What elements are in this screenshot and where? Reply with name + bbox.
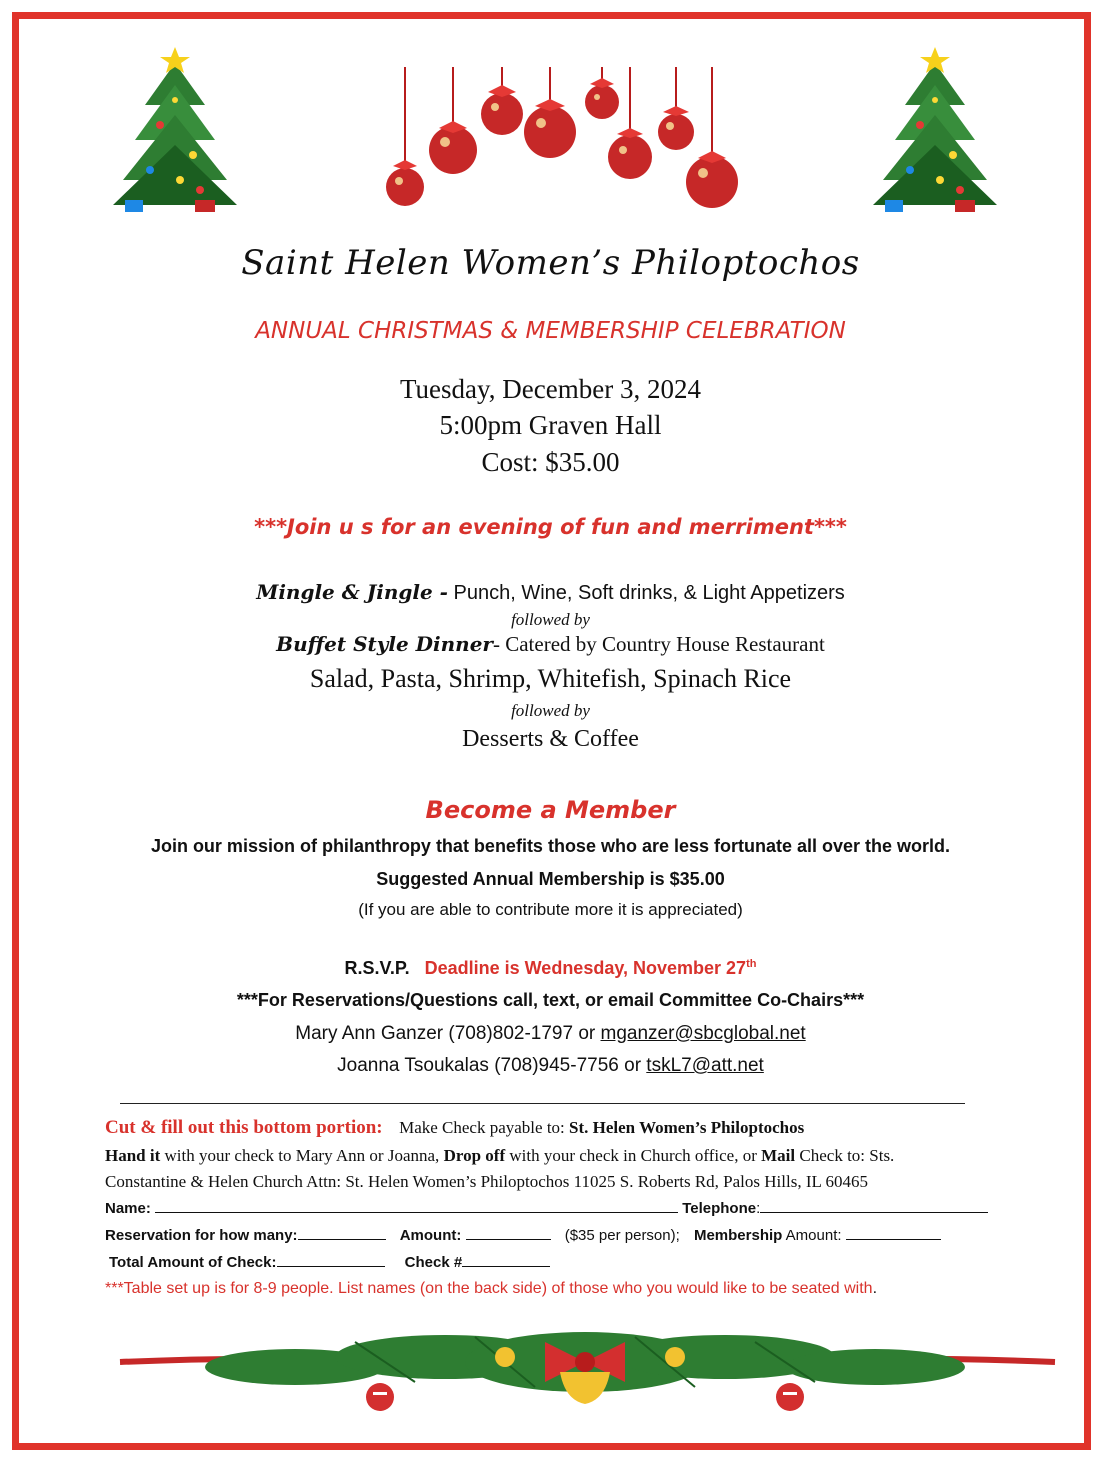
cut-label: Cut & fill out this bottom portion: [105,1117,383,1138]
delivery-instructions [105,1146,894,1166]
desserts-line: Desserts & Coffee [462,726,639,752]
event-time-place: 5:00pm Graven Hall [439,410,662,440]
membership-amount-field[interactable] [846,1226,941,1240]
amount-field[interactable] [466,1226,551,1240]
event-tagline: ***Join u s for an evening of fun and merriment*** [254,515,847,539]
event-date: Tuesday, December 3, 2024 [400,374,701,404]
mingle-title: Mingle & Jingle - [256,580,448,604]
dinner-dishes: Salad, Pasta, Shrimp, Whitefish, Spinach Rice [309,664,792,693]
drop-off-label: Drop off [443,1146,506,1165]
cut-instructions-line [105,1117,804,1139]
reservation-label: Reservation for how many: [105,1227,298,1244]
contact-mary-ann-text: Mary Ann Ganzer (708)802-1797 or [295,1023,601,1044]
name-field[interactable] [155,1199,678,1213]
check-number-label: Check # [404,1254,463,1271]
hand-it-label: Hand it [105,1146,161,1165]
total-label: Total Amount of Check: [109,1254,277,1271]
buffet-line [0,632,1101,657]
check-number-field[interactable] [462,1253,550,1267]
reservation-row [105,1226,941,1244]
buffet-description: - Catered by Country House Restaurant [492,632,825,656]
rsvp-deadline: Deadline is Wednesday, November 27 [424,958,747,978]
membership-amount-label: Amount: [782,1227,842,1244]
membership-label: Membership [693,1227,783,1244]
mailing-address: Constantine & Helen Church Attn: St. Helen Women’s Philoptochos 11025 S. Roberts Rd, Palos Hills, IL 60465 [105,1172,868,1191]
contribution-note: (If you are able to contribute more it is appreciated) [358,900,743,919]
hand-it-text: with your check to Mary Ann or Joanna, [160,1146,444,1165]
suggested-membership: Suggested Annual Membership is $35.00 [376,869,725,889]
mingle-description: Punch, Wine, Soft drinks, & Light Appetizers [447,582,845,604]
rsvp-label: R.S.V.P. [344,958,410,978]
mingle-line [0,580,1101,605]
rsvp-line [0,958,1101,979]
contact-joanna-text: Joanna Tsoukalas (708)945-7756 or [337,1055,647,1076]
drop-off-text: with your check in Church office, or [505,1146,762,1165]
rsvp-deadline-suffix: th [746,958,757,970]
event-title: ANNUAL CHRISTMAS & MEMBERSHIP CELEBRATION [255,318,846,344]
become-member-heading: Become a Member [425,796,676,824]
christmas-tree-left-icon [105,45,245,215]
hanging-ornaments-icon [380,62,750,212]
organization-title: Saint Helen Women’s Philoptochos [241,243,860,283]
telephone-field[interactable] [760,1199,988,1213]
name-label: Name: [105,1200,151,1217]
table-setup-text: ***Table set up is for 8-9 people. List names (on the back side) of those who you would like to be seated with [105,1280,873,1297]
table-setup-note [105,1280,877,1298]
total-amount-field[interactable] [277,1253,385,1267]
holiday-garland-icon [115,1312,1060,1432]
christmas-tree-right-icon [865,45,1005,215]
name-phone-row: Name: Telephone: [105,1199,988,1217]
event-cost: Cost: $35.00 [481,447,620,477]
reservation-count-field[interactable] [298,1226,386,1240]
contact-instructions: ***For Reservations/Questions call, text, or email Committee Co-Chairs*** [236,990,865,1010]
contact-joanna [0,1055,1101,1077]
mail-label: Mail [761,1146,796,1165]
followed-by-2: followed by [511,701,590,720]
contact-joanna-email-link[interactable]: tskL7@att.net [646,1055,764,1076]
contact-mary-ann-email-link[interactable]: mganzer@sbcglobal.net [600,1023,806,1044]
payable-prefix: Make Check payable to: [399,1118,570,1137]
per-person-note: ($35 per person); [564,1227,680,1244]
mail-text: Check to: Sts. [795,1146,895,1165]
mission-statement: Join our mission of philanthropy that benefits those who are less fortunate all over the world. [150,836,951,856]
contact-mary-ann [0,1023,1101,1045]
amount-label: Amount: [399,1227,462,1244]
table-setup-period: . [872,1280,878,1297]
buffet-title: Buffet Style Dinner [276,632,493,656]
cut-line-divider [120,1103,965,1104]
payable-to: St. Helen Women’s Philoptochos [569,1118,805,1137]
telephone-label: Telephone [682,1200,757,1217]
total-row [109,1253,550,1271]
followed-by-1: followed by [511,610,590,629]
